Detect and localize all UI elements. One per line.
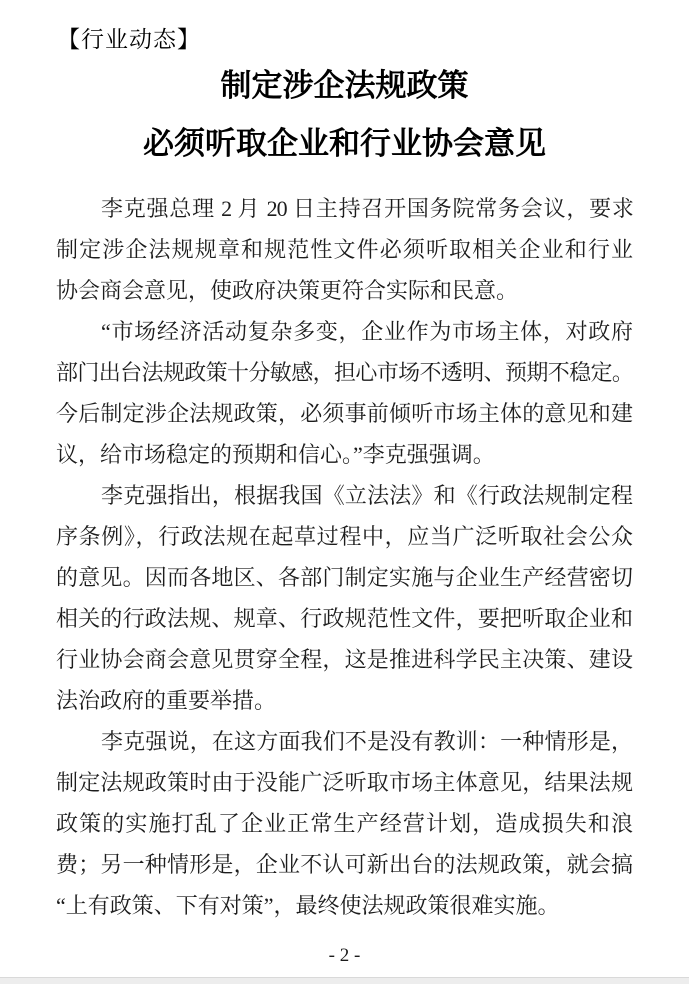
paragraph <box>56 721 633 926</box>
text-line: 制定法规政策时由于没能广泛听取市场主体意见，结果法规 <box>56 770 633 795</box>
paragraph <box>56 188 633 311</box>
text-line: 部门出台法规政策十分敏感，担心市场不透明、预期不稳定。 <box>56 360 633 385</box>
text-line: 行业协会商会意见贯穿全程，这是推进科学民主决策、建设 <box>56 647 633 672</box>
text-line: 的意见。因而各地区、各部门制定实施与企业生产经营密切 <box>56 565 633 590</box>
text-line: “上有政策、下有对策”，最终使法规政策很难实施。 <box>56 893 560 918</box>
text-line: 政策的实施打乱了企业正常生产经营计划，造成损失和浪 <box>56 811 633 836</box>
text-line: 议，给市场稳定的预期和信心。”李克强强调。 <box>56 442 495 467</box>
doc-title-line-1: 制定涉企法规政策 <box>220 68 469 103</box>
text-line: “市场经济活动复杂多变，企业作为市场主体，对政府 <box>101 319 633 344</box>
paragraph <box>56 475 633 721</box>
text-line: 李克强总理 2 月 20 日主持召开国务院常务会议，要求 <box>101 196 633 221</box>
doc-title-line-2: 必须听取企业和行业协会意见 <box>143 126 546 161</box>
text-line: 费；另一种情形是，企业不认可新出台的法规政策，就会搞 <box>56 852 633 877</box>
page-number: - 2 - <box>328 945 361 966</box>
text-line: 李克强指出，根据我国《立法法》和《行政法规制定程 <box>101 483 633 508</box>
text-line: 制定涉企法规规章和规范性文件必须听取相关企业和行业 <box>56 237 633 262</box>
text-line: 李克强说，在这方面我们不是没有教训：一种情形是， <box>101 729 633 754</box>
section-label: 【行业动态】 <box>57 26 201 52</box>
text-line: 相关的行政法规、规章、行政规范性文件，要把听取企业和 <box>56 606 633 631</box>
paragraph <box>56 311 633 475</box>
text-line: 协会商会意见，使政府决策更符合实际和民意。 <box>56 278 519 303</box>
doc-body <box>56 188 633 926</box>
text-line: 今后制定涉企法规政策，必须事前倾听市场主体的意见和建 <box>56 401 633 426</box>
page-edge <box>0 977 689 984</box>
text-line: 法治政府的重要举措。 <box>56 688 277 713</box>
text-line: 序条例》，行政法规在起草过程中，应当广泛听取社会公众 <box>56 524 633 549</box>
